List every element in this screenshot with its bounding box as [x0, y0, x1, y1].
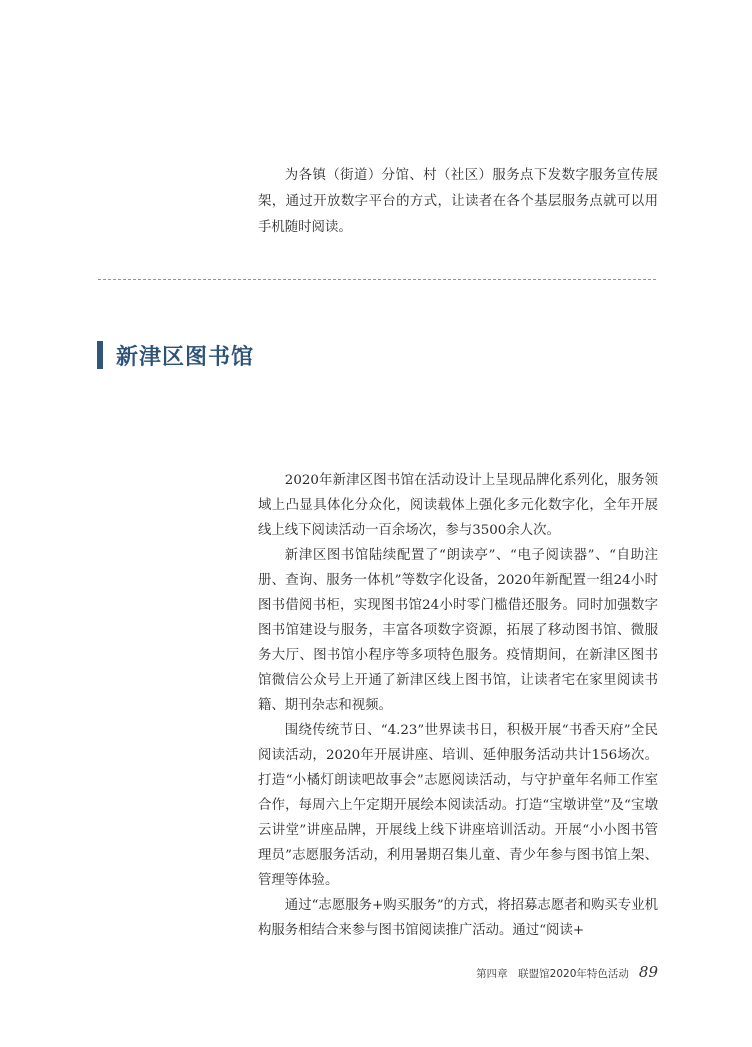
- intro-paragraph: 为各镇（街道）分馆、村（社区）服务点下发数字服务宣传展架，通过开放数字平台的方式，让读者在各个基层服务点就可以用手机随时阅读。: [258, 168, 658, 235]
- body-paragraph-4: 通过“志愿服务+购买服务”的方式，将招募志愿者和购买专业机构服务相结合来参与图书馆阅读推广活动。通过“阅读+: [258, 898, 658, 938]
- intro-text-block: [258, 163, 658, 241]
- section-heading: [97, 339, 254, 371]
- body-paragraph-3: 围绕传统节日、“4.23”世界读书日，积极开展“书香天府”全民阅读活动，2020年开展讲座、培训、延伸服务活动共计156场次。打造“小橘灯朗读吧故事会”志愿阅读活动，与守护童年名师工作室合作，每周六上午定期开展绘本阅读活动。打造“宝墩讲堂”及“宝墩云讲堂”讲座品牌，开展线上线下讲座培训活动。开展“小小图书管理员”志愿服务活动，利用暑期召集儿童、青少年参与图书馆上架、管理等体验。: [258, 723, 658, 888]
- section-title: 新津区图书馆: [116, 344, 255, 370]
- body-paragraph-2: 新津区图书馆陆续配置了“朗读亭”、“电子阅读器”、“自助注册、查询、服务一体机”等数字化设备，2020年新配置一组24小时图书借阅书柜，实现图书馆24小时零门槛借还服务。同时加强数字图书馆建设与服务，丰富各项数字资源，拓展了移动图书馆、微服务大厅、图书馆小程序等多项特色服务。疫情期间，在新津区图书馆微信公众号上开通了新津区线上图书馆，让读者宅在家里阅读书籍、期刊杂志和视频。: [258, 548, 658, 713]
- section-divider: [98, 279, 656, 280]
- section-body: [258, 468, 658, 943]
- page-number: 89: [638, 963, 658, 981]
- heading-accent-bar: [97, 341, 103, 369]
- footer-chapter-label: 第四章 联盟馆2020年特色活动: [476, 968, 629, 980]
- page-footer: [440, 963, 658, 981]
- body-paragraph-1: 2020年新津区图书馆在活动设计上呈现品牌化系列化，服务领域上凸显具体化分众化，阅读载体上强化多元化数字化，全年开展线上线下阅读活动一百余场次，参与3500余人次。: [258, 473, 658, 538]
